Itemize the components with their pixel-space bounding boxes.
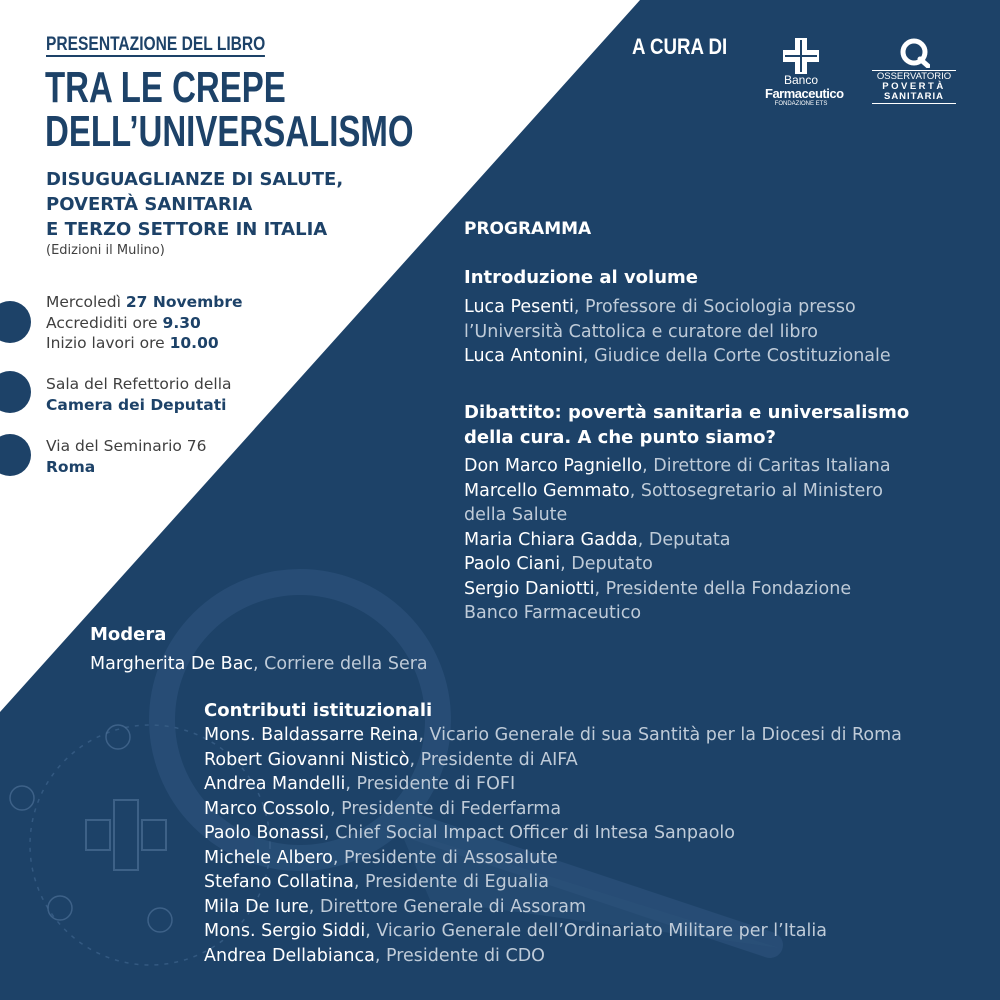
debate-speakers-list xyxy=(464,454,891,626)
list-item: Banco Farmaceutico xyxy=(464,603,642,623)
osservatorio-logo: OSSERVATORIO POVERTÀ SANITARIA xyxy=(872,38,956,104)
list-item: Marcello Gemmato, Sottosegretario al Ministero xyxy=(464,480,883,501)
moderator-heading: Modera xyxy=(90,624,167,645)
list-item: Luca Pesenti, Professore di Sociologia presso xyxy=(464,297,856,317)
event-address-block: Via del Seminario 76 Roma xyxy=(46,437,207,476)
cross-logo-icon xyxy=(783,38,819,74)
curated-by-label: A CURA DI xyxy=(632,34,728,59)
contributions-heading: Contributi istituzionali xyxy=(204,700,433,721)
intro-title: Introduzione al volume xyxy=(464,267,698,288)
list-item: Michele Albero, Presidente di Assosalute xyxy=(204,847,558,868)
list-item: Mila De Iure, Direttore Generale di Assoram xyxy=(204,896,587,917)
list-item: Andrea Mandelli, Presidente di FOFI xyxy=(204,774,516,794)
list-item: Paolo Ciani, Deputato xyxy=(464,554,653,574)
list-item: Luca Antonini, Giudice della Corte Costituzionale xyxy=(464,346,891,366)
list-item: Stefano Collatina, Presidente di Egualia xyxy=(204,872,549,892)
list-item: Mons. Sergio Siddi, Vicario Generale dell’Ordinariato Militare per l’Italia xyxy=(204,921,827,941)
banco-farmaceutico-logo: Banco Farmaceutico FONDAZIONE ETS xyxy=(765,38,837,108)
book-title-line1: TRA LE CREPE xyxy=(45,63,286,112)
list-item: Maria Chiara Gadda, Deputata xyxy=(464,529,731,550)
info-dot-venue xyxy=(0,371,31,413)
book-presentation-kicker: PRESENTAZIONE DEL LIBRO xyxy=(46,34,266,55)
list-item: l’Università Cattolica e curatore del libro xyxy=(464,321,818,342)
book-title-line2: DELL’UNIVERSALISMO xyxy=(45,107,414,156)
info-dot-address xyxy=(0,434,31,476)
list-item: Paolo Bonassi, Chief Social Impact Officer di Intesa Sanpaolo xyxy=(204,823,735,843)
event-venue-block: Sala del Refettorio della Camera dei Deputati xyxy=(46,375,232,414)
list-item: Andrea Dellabianca, Presidente di CDO xyxy=(204,945,545,966)
subtitle-line3: E TERZO SETTORE IN ITALIA xyxy=(46,219,328,240)
programme-heading: PROGRAMMA xyxy=(464,219,592,239)
subtitle-line1: DISUGUAGLIANZE DI SALUTE, xyxy=(46,169,344,190)
list-item: Don Marco Pagniello, Direttore di Caritas Italiana xyxy=(464,456,891,476)
magnifier-logo-icon xyxy=(898,38,930,68)
debate-title-line1: Dibattito: povertà sanitaria e universalismo xyxy=(464,402,910,423)
list-item: Marco Cossolo, Presidente di Federfarma xyxy=(204,798,562,819)
list-item: Robert Giovanni Nisticò, Presidente di AIFA xyxy=(204,749,578,770)
moderator-line: Margherita De Bac, Corriere della Sera xyxy=(90,654,428,674)
list-item: della Salute xyxy=(464,505,568,525)
event-date-block: Mercoledì 27 Novembre Accrediditi ore 9.30 Inizio lavori ore 10.00 xyxy=(46,293,243,352)
subtitle-line2: POVERTÀ SANITARIA xyxy=(46,194,253,215)
publisher-note: (Edizioni il Mulino) xyxy=(46,243,165,258)
contributions-list xyxy=(204,723,902,968)
list-item: Mons. Baldassarre Reina, Vicario Generale di sua Santità per la Diocesi di Roma xyxy=(204,725,902,745)
info-dot-date xyxy=(0,301,31,343)
debate-title-line2: della cura. A che punto siamo? xyxy=(464,427,776,448)
list-item: Sergio Daniotti, Presidente della Fondazione xyxy=(464,578,852,599)
intro-speakers-list xyxy=(464,295,891,369)
